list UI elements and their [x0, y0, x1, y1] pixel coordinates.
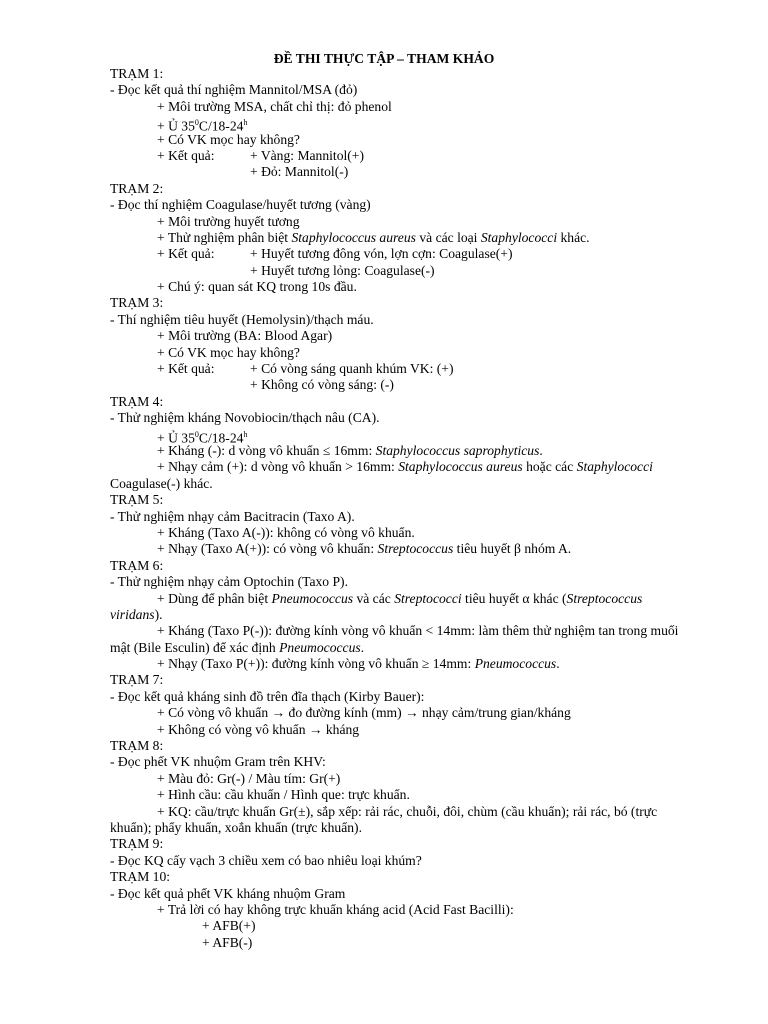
- station-7-task: - Đọc kết quả kháng sinh đồ trên đĩa thạch (Kirby Bauer):: [110, 688, 425, 704]
- station-5-task: - Thử nghiệm nhạy cảm Bacitracin (Taxo A).: [110, 508, 355, 524]
- station-6-line: + Kháng (Taxo P(-)): đường kính vòng vô khuẩn < 14mm: làm thêm thử nghiệm tan trong muối: [157, 623, 679, 639]
- station-8-heading: TRẠM 8:: [110, 738, 164, 754]
- station-2-line: + Huyết tương lỏng: Coagulase(-): [250, 262, 435, 278]
- station-3-line: + Kết quả: + Có vòng sáng quanh khúm VK: (+): [157, 361, 454, 377]
- station-5-line: + Kháng (Taxo A(-)): không có vòng vô khuẩn.: [157, 524, 415, 540]
- station-1-line: + Có VK mọc hay không?: [157, 131, 300, 147]
- station-4-heading: TRẠM 4:: [110, 393, 164, 409]
- station-1-line: + Môi trường MSA, chất chỉ thị: đỏ phenol: [157, 98, 392, 114]
- station-6-line: + Nhạy (Taxo P(+)): đường kính vòng vô khuẩn ≥ 14mm: Pneumococcus.: [157, 656, 560, 672]
- station-4-line: Coagulase(-) khác.: [110, 475, 213, 491]
- station-10-heading: TRẠM 10:: [110, 869, 171, 885]
- station-2-task: - Đọc thí nghiệm Coagulase/huyết tương (vàng): [110, 197, 371, 213]
- station-1-line: + Ủ $35^0C/18-24^h$: [157, 118, 248, 134]
- station-10-line: + AFB(-): [202, 934, 253, 950]
- station-9-task: - Đọc KQ cấy vạch 3 chiều xem có bao nhiêu loại khúm?: [110, 852, 422, 868]
- station-2-line: + Kết quả: + Huyết tương đông vón, lợn cợn: Coagulase(+): [157, 246, 513, 262]
- station-5-heading: TRẠM 5:: [110, 492, 164, 508]
- station-7-line: + Không có vòng vô khuẩn → kháng: [157, 721, 360, 737]
- station-2-heading: TRẠM 2:: [110, 180, 164, 196]
- station-10-task: - Đọc kết quả phết VK kháng nhuộm Gram: [110, 885, 346, 901]
- station-3-line: + Có VK mọc hay không?: [157, 344, 300, 360]
- station-1-line: + Kết quả: + Vàng: Mannitol(+): [157, 147, 365, 163]
- station-1-line: + Đỏ: Mannitol(-): [250, 164, 349, 180]
- station-1-task: - Đọc kết quả thí nghiệm Mannitol/MSA (đỏ): [110, 82, 358, 98]
- station-3-line: + Môi trường (BA: Blood Agar): [157, 328, 333, 344]
- station-9-heading: TRẠM 9:: [110, 836, 164, 852]
- station-6-task: - Thử nghiệm nhạy cảm Optochin (Taxo P).: [110, 574, 348, 590]
- page-title: ĐỀ THI THỰC TẬP – THAM KHẢO: [273, 51, 495, 66]
- station-7-heading: TRẠM 7:: [110, 672, 164, 688]
- station-6-line: viridans).: [110, 606, 163, 622]
- station-1-heading: TRẠM 1:: [110, 66, 164, 81]
- station-4-task: - Thử nghiệm kháng Novobiocin/thạch nâu (CA).: [110, 410, 380, 426]
- station-4-line: + Ủ $35^0C/18-24^h$: [157, 429, 248, 446]
- station-8-line: + Hình cầu: cầu khuẩn / Hình que: trực khuẩn.: [157, 787, 410, 803]
- station-6-heading: TRẠM 6:: [110, 557, 164, 573]
- station-3-task: - Thí nghiệm tiêu huyết (Hemolysin)/thạch máu.: [110, 311, 374, 327]
- station-3-line: + Không có vòng sáng: (-): [250, 377, 394, 393]
- station-7-line: + Có vòng vô khuẩn → đo đường kính (mm) → nhạy cảm/trung gian/kháng: [157, 705, 571, 721]
- document-body: [110, 66, 710, 951]
- station-2-line: + Chú ý: quan sát KQ trong 10s đầu.: [157, 279, 357, 295]
- station-4-line: + Kháng (-): d vòng vô khuẩn ≤ 16mm: Staphylococcus saprophyticus.: [157, 442, 543, 458]
- station-3-heading: TRẠM 3:: [110, 295, 164, 311]
- station-8-line: + Màu đỏ: Gr(-) / Màu tím: Gr(+): [157, 770, 341, 786]
- station-5-line: + Nhạy (Taxo A(+)): có vòng vô khuẩn: Streptococcus tiêu huyết β nhóm A.: [157, 541, 572, 557]
- station-10-line: + Trả lời có hay không trực khuẩn kháng acid (Acid Fast Bacilli):: [157, 901, 514, 917]
- station-8-line: + KQ: cầu/trực khuẩn Gr(±), sắp xếp: rải rác, chuỗi, đôi, chùm (cầu khuẩn); rải rác, bó (trực: [157, 803, 658, 819]
- station-4-line: + Nhạy cảm (+): d vòng vô khuẩn > 16mm: Staphylococcus aureus hoặc các Staphylococci: [157, 459, 653, 475]
- station-8-line: khuẩn); phẩy khuẩn, xoắn khuẩn (trực khuẩn).: [110, 819, 362, 835]
- station-2-line: + Môi trường huyết tương: [157, 213, 300, 229]
- station-8-task: - Đọc phết VK nhuộm Gram trên KHV:: [110, 754, 326, 770]
- station-2-line: + Thử nghiệm phân biệt Staphylococcus aureus và các loại Staphylococci khác.: [157, 229, 590, 245]
- station-6-line: mật (Bile Esculin) để xác định Pneumococcus.: [110, 639, 365, 655]
- station-6-line: + Dùng để phân biệt Pneumococcus và các Streptococci tiêu huyết α khác (Streptococcus: [157, 590, 643, 606]
- station-10-line: + AFB(+): [202, 918, 256, 934]
